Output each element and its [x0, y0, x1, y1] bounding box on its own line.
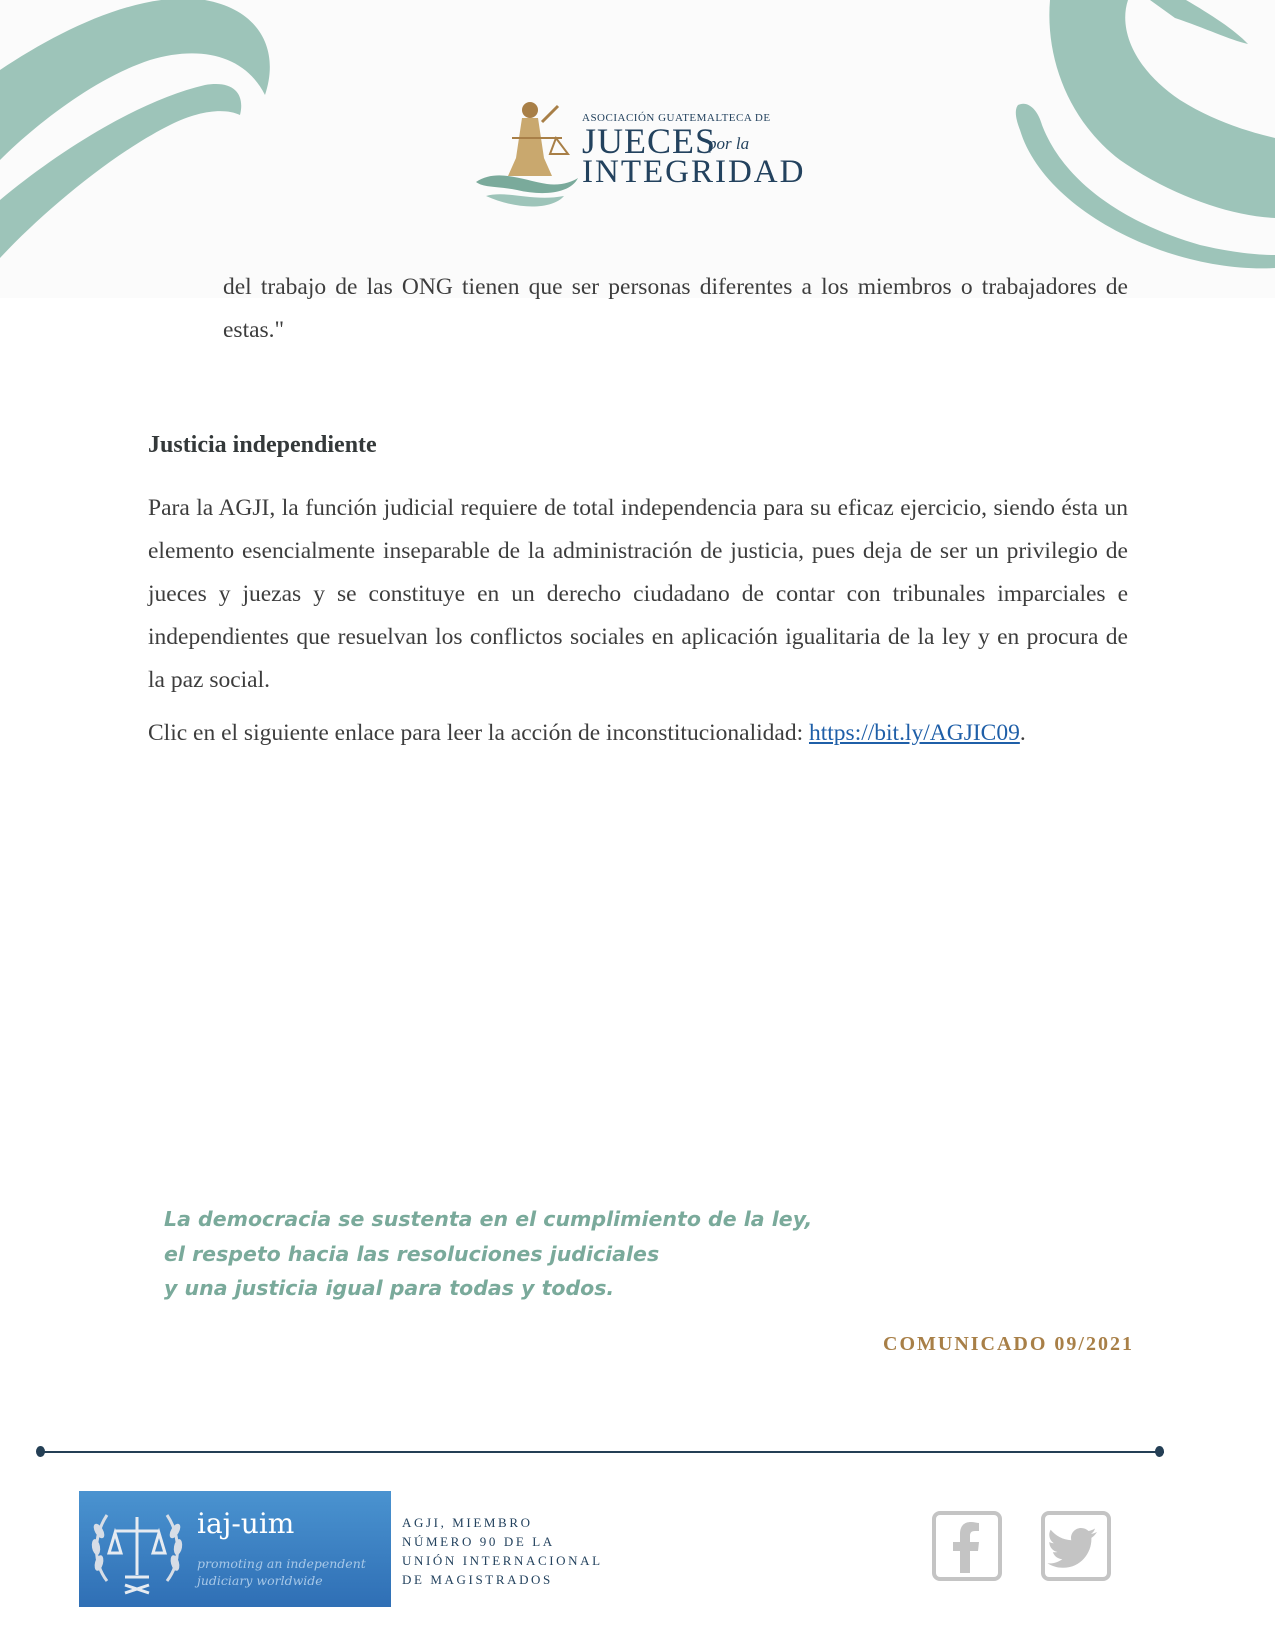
agji-logo — [472, 98, 812, 212]
iaj-uim-banner[interactable] — [79, 1491, 391, 1607]
twitter-icon[interactable] — [1041, 1511, 1111, 1581]
logo-line-jueces: JUECES — [582, 121, 717, 161]
link-suffix: . — [1019, 720, 1026, 746]
document-link[interactable]: https://bit.ly/AGJIC09 — [808, 720, 1020, 746]
facebook-icon[interactable] — [932, 1511, 1002, 1581]
main-paragraph: Para la AGJI, la función judicial requiere de total independencia para su eficaz ejercicio, siendo ésta un elemento esencialmente inseparable de la administración de justicia, pues deja de ser un privilegio de jueces y juezas y se constituye en un derecho ciudadano de contar con tribunales imparciales e independientes que resuelvan los conflictos sociales en aplicación igualitaria de la ley y en procura de la paz social. — [148, 495, 1128, 693]
link-paragraph — [148, 720, 1026, 747]
logo-line-integridad: INTEGRIDAD — [582, 154, 806, 190]
header-wave-right-decoration — [1010, 0, 1275, 270]
iaj-tagline-1: promoting an independent — [197, 1556, 366, 1571]
iaj-tagline-2: judiciary worldwide — [197, 1573, 323, 1588]
iaj-title: iaj-uim — [197, 1507, 295, 1540]
iaj-tagline — [197, 1555, 366, 1589]
quote-line-2: el respeto hacia las resoluciones judiciales — [164, 1241, 660, 1266]
logo-small-line: ASOCIACIÓN GUATEMALTECA DE — [582, 112, 771, 124]
closing-quote — [164, 1202, 812, 1306]
comunicado-number: COMUNICADO 09/2021 — [883, 1333, 1134, 1355]
membership-note — [402, 1513, 603, 1589]
justice-statue-emblem — [472, 98, 582, 212]
member-line-2: NÚMERO 90 DE LA — [402, 1534, 555, 1549]
intro-paragraph: del trabajo de las ONG tienen que ser personas diferentes a los miembros o trabajadores de estas." — [223, 274, 1128, 343]
member-line-3: UNIÓN INTERNACIONAL — [402, 1553, 603, 1568]
section-heading: Justicia independiente — [148, 432, 377, 458]
member-line-1: AGJI, MIEMBRO — [402, 1515, 533, 1530]
divider-right-cap — [1155, 1446, 1164, 1457]
footer-divider — [40, 1451, 1164, 1453]
link-prefix: Clic en el siguiente enlace para leer la acción de inconstitucionalidad: — [148, 720, 809, 746]
header-wave-left-decoration — [0, 0, 280, 260]
quote-line-1: La democracia se sustenta en el cumplimiento de la ley, — [164, 1207, 813, 1231]
member-line-4: DE MAGISTRADOS — [402, 1572, 553, 1587]
iaj-laurel-scales-icon — [85, 1501, 189, 1599]
logo-por-la: por la — [708, 134, 750, 153]
quote-line-3: y una justicia igual para todas y todos. — [164, 1276, 615, 1300]
